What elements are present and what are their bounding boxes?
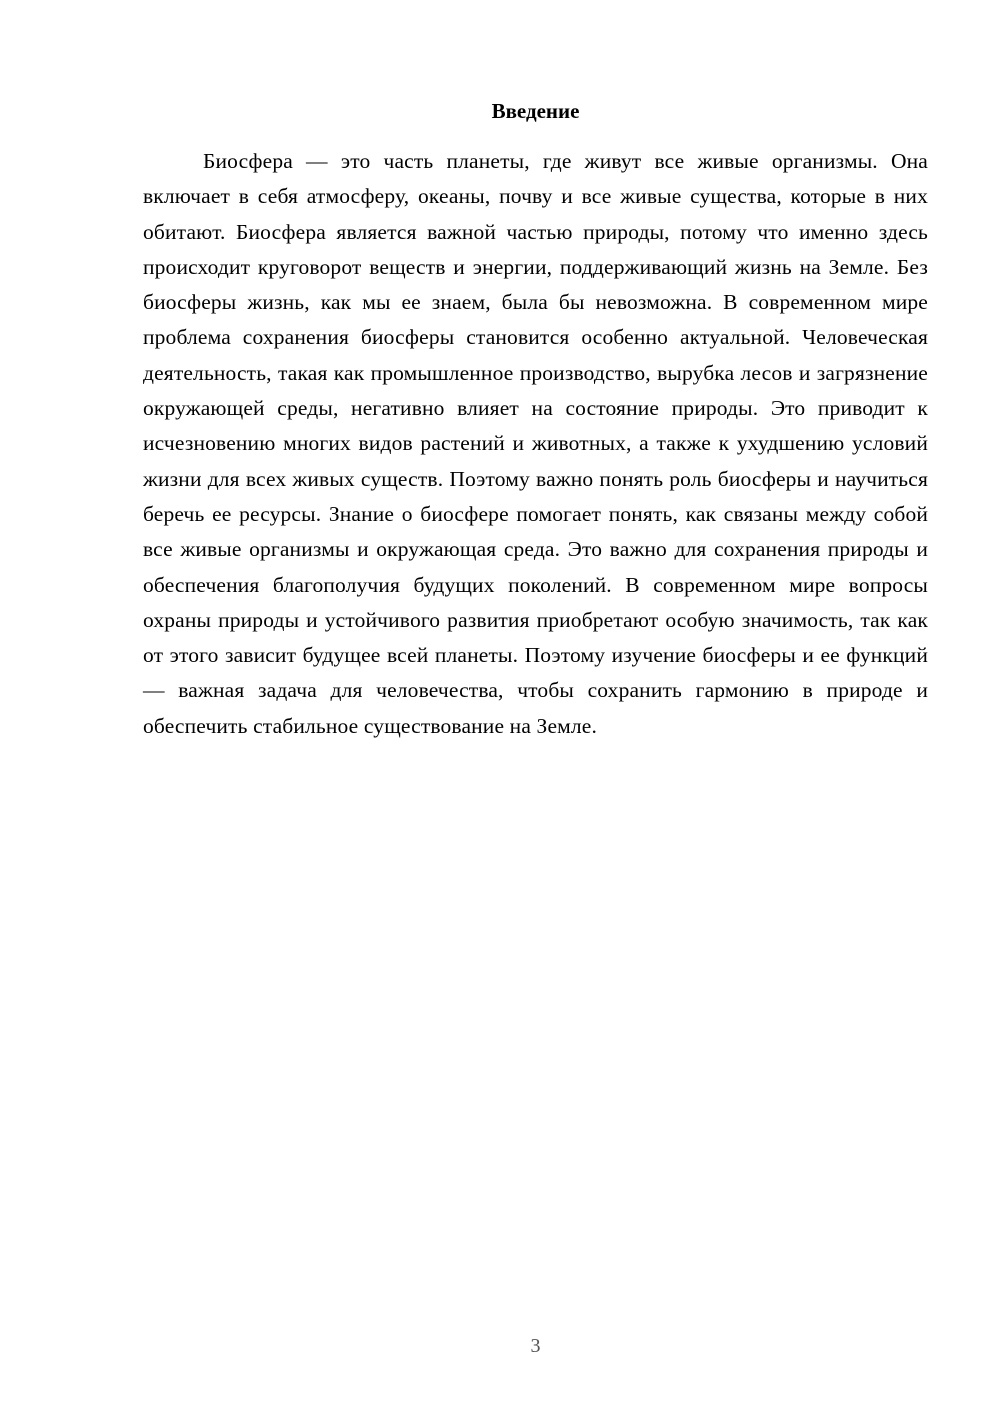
page-title: Введение bbox=[491, 99, 580, 123]
body-paragraph: Биосфера — это часть планеты, где живут все живые организмы. Она включает в себя атмосферу, океаны, почву и все живые существа, которые в них обитают. Биосфера является важной частью природы, потому что именно здесь происходит круговорот веществ и энергии, поддерживающий жизнь на Земле. Без биосферы жизнь, как мы ее знаем, была бы невозможна. В современном мире проблема сохранения биосферы становится особенно актуальной. Человеческая деятельность, такая как промышленное производство, вырубка лесов и загрязнение окружающей среды, негативно влияет на состояние природы. Это приводит к исчезновению многих видов растений и животных, а также к ухудшению условий жизни для всех живых существ. Поэтому важно понять роль биосферы и научиться беречь ее ресурсы. Знание о биосфере помогает понять, как связаны между собой все живые организмы и окружающая среда. Это важно для сохранения природы и обеспечения благополучия будущих поколений. В современном мире вопросы охраны природы и устойчивого развития приобретают особую значимость, так как от этого зависит будущее всей планеты. Поэтому изучение биосферы и ее функций — важная задача для человечества, чтобы сохранить гармонию в природе и обеспечить стабильное существование на Земле. bbox=[143, 149, 928, 738]
page-number: 3 bbox=[530, 1335, 541, 1357]
